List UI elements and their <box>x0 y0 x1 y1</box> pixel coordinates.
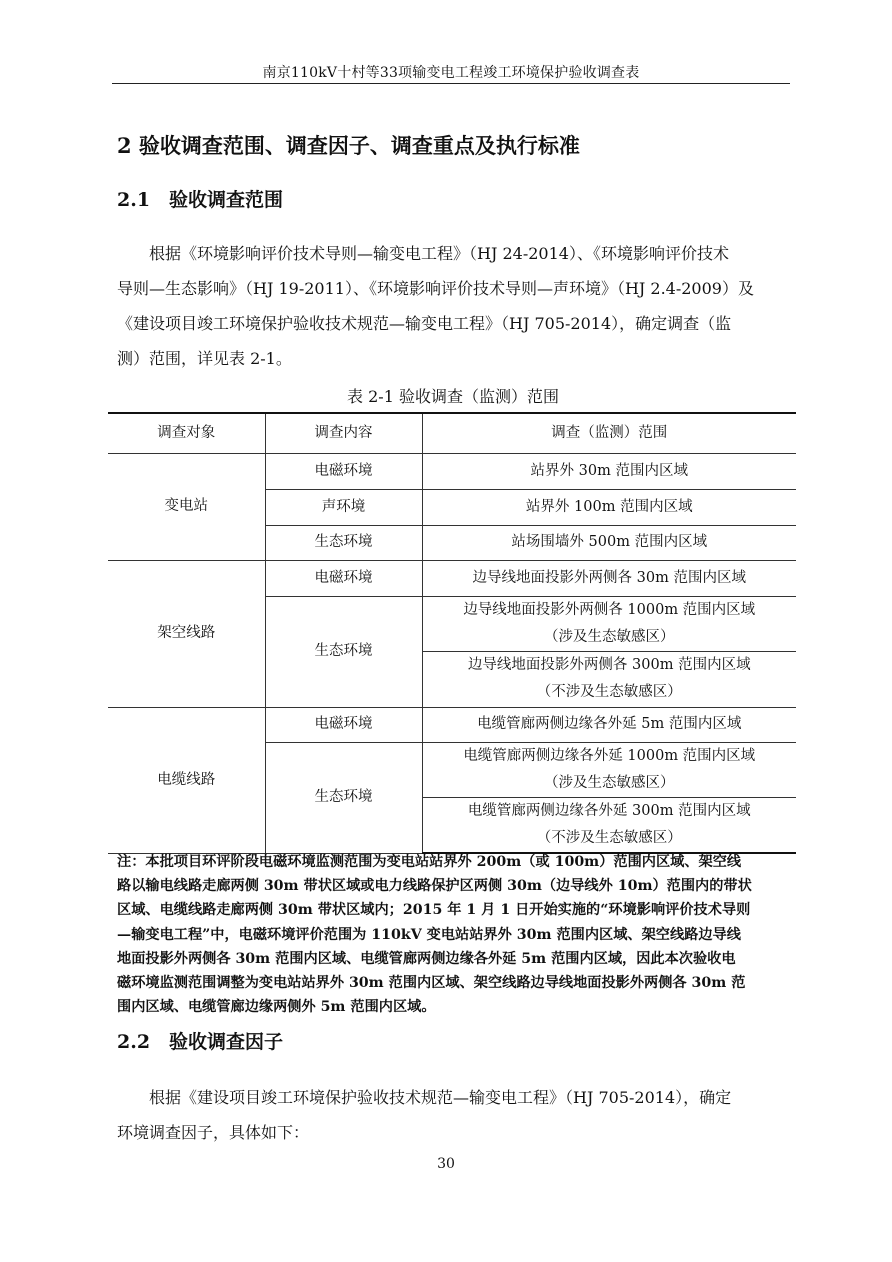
range-line: 电缆管廊两侧边缘各外延 300m 范围内区域 <box>467 802 751 819</box>
note-line: —输变电工程”中，电磁环境评价范围为 110kV 变电站站界外 30m 范围内区域、架空线路边导线 <box>117 926 741 943</box>
header-rule <box>112 83 790 84</box>
table-range-cell <box>422 797 796 853</box>
note-line: 地面投影外两侧各 30m 范围内区域、电缆管廊两侧边缘各外延 5m 范围内区域，因此本次验收电 <box>117 950 736 967</box>
subsection-2-1-heading <box>117 185 283 212</box>
table-note <box>117 850 789 1019</box>
range-line: （涉及生态敏感区） <box>544 628 675 645</box>
subsection-title: 验收调查因子 <box>169 1031 284 1053</box>
paragraph-line: 测）范围，详见表 2-1。 <box>117 349 292 368</box>
section-title: 2 验收调查范围、调查因子、调查重点及执行标准 <box>117 133 580 158</box>
range-line: 边导线地面投影外两侧各 300m 范围内区域 <box>467 657 751 673</box>
running-header: 南京110kV十村等33项输变电工程竣工环境保护验收调查表 <box>262 65 640 81</box>
paragraph-line: 《建设项目竣工环境保护验收技术规范—输变电工程》（HJ 705-2014），确定调查（监 <box>117 314 732 333</box>
table-object-cell: 变电站 <box>108 453 265 560</box>
paragraph-line: 导则—生态影响》（HJ 19-2011）、《环境影响评价技术导则—声环境》（HJ 2.4-2009）及 <box>117 279 754 298</box>
range-line: 边导线地面投影外两侧各 1000m 范围内区域 <box>463 601 756 618</box>
table-range-cell: 电缆管廊两侧边缘各外延 5m 范围内区域 <box>422 707 796 742</box>
note-line: 磁环境监测范围调整为变电站站界外 30m 范围内区域、架空线路边导线地面投影外两侧各 30m 范 <box>117 975 746 992</box>
note-line: 围内区域、电缆管廊边缘两侧外 5m 范围内区域。 <box>117 999 436 1016</box>
table-range-cell: 站界外 100m 范围内区域 <box>422 489 796 525</box>
range-line: 电缆管廊两侧边缘各外延 1000m 范围内区域 <box>463 747 756 764</box>
range-line: （不涉及生态敏感区） <box>536 829 682 846</box>
table-header-cell: 调查对象 <box>108 413 265 453</box>
table-range-cell <box>422 651 796 707</box>
table-content-cell: 声环境 <box>265 489 422 525</box>
table-content-cell: 电磁环境 <box>265 707 422 742</box>
paragraph-factors <box>117 1080 789 1150</box>
range-line: （不涉及生态敏感区） <box>536 684 682 700</box>
subsection-2-2-heading <box>117 1027 283 1054</box>
table-object-cell: 架空线路 <box>108 560 265 707</box>
range-line: （涉及生态敏感区） <box>544 774 675 791</box>
paragraph-line: 环境调查因子，具体如下： <box>117 1123 310 1142</box>
table-content-cell: 生态环境 <box>265 742 422 853</box>
table-range-cell: 站界外 30m 范围内区域 <box>422 453 796 489</box>
subsection-number: 2.2 <box>117 1031 151 1053</box>
note-line: 注：本批项目环评阶段电磁环境监测范围为变电站站界外 200m（或 100m）范围内区域、架空线 <box>117 854 742 870</box>
table-content-cell: 电磁环境 <box>265 560 422 596</box>
table-range-cell <box>422 742 796 797</box>
table-header-cell: 调查（监测）范围 <box>422 413 796 453</box>
paragraph-line: 根据《建设项目竣工环境保护验收技术规范—输变电工程》（HJ 705-2014），确定 <box>149 1088 732 1107</box>
table-range-cell <box>422 596 796 651</box>
table-header-cell: 调查内容 <box>265 413 422 453</box>
table-range-cell: 站场围墙外 500m 范围内区域 <box>422 525 796 560</box>
table-caption: 表 2-1 验收调查（监测）范围 <box>347 387 559 406</box>
table-range-cell: 边导线地面投影外两侧各 30m 范围内区域 <box>422 560 796 596</box>
table-object-cell: 电缆线路 <box>108 707 265 853</box>
note-line: 路以输电线路走廊两侧 30m 带状区域或电力线路保护区两侧 30m（边导线外 10m）范围内的带状 <box>117 878 752 895</box>
subsection-title: 验收调查范围 <box>169 189 284 211</box>
note-line: 区域、电缆线路走廊两侧 30m 带状区域内；2015 年 1 月 1 日开始实施的“环境影响评价技术导则 <box>117 902 751 919</box>
table-content-cell: 生态环境 <box>265 525 422 560</box>
scope-table <box>108 412 796 854</box>
page-number: 30 <box>437 1156 455 1172</box>
subsection-number: 2.1 <box>117 189 151 211</box>
paragraph-line: 根据《环境影响评价技术导则—输变电工程》（HJ 24-2014）、《环境影响评价技术 <box>149 244 729 263</box>
table-content-cell: 电磁环境 <box>265 453 422 489</box>
paragraph-scope <box>117 236 789 376</box>
table-content-cell: 生态环境 <box>265 596 422 707</box>
